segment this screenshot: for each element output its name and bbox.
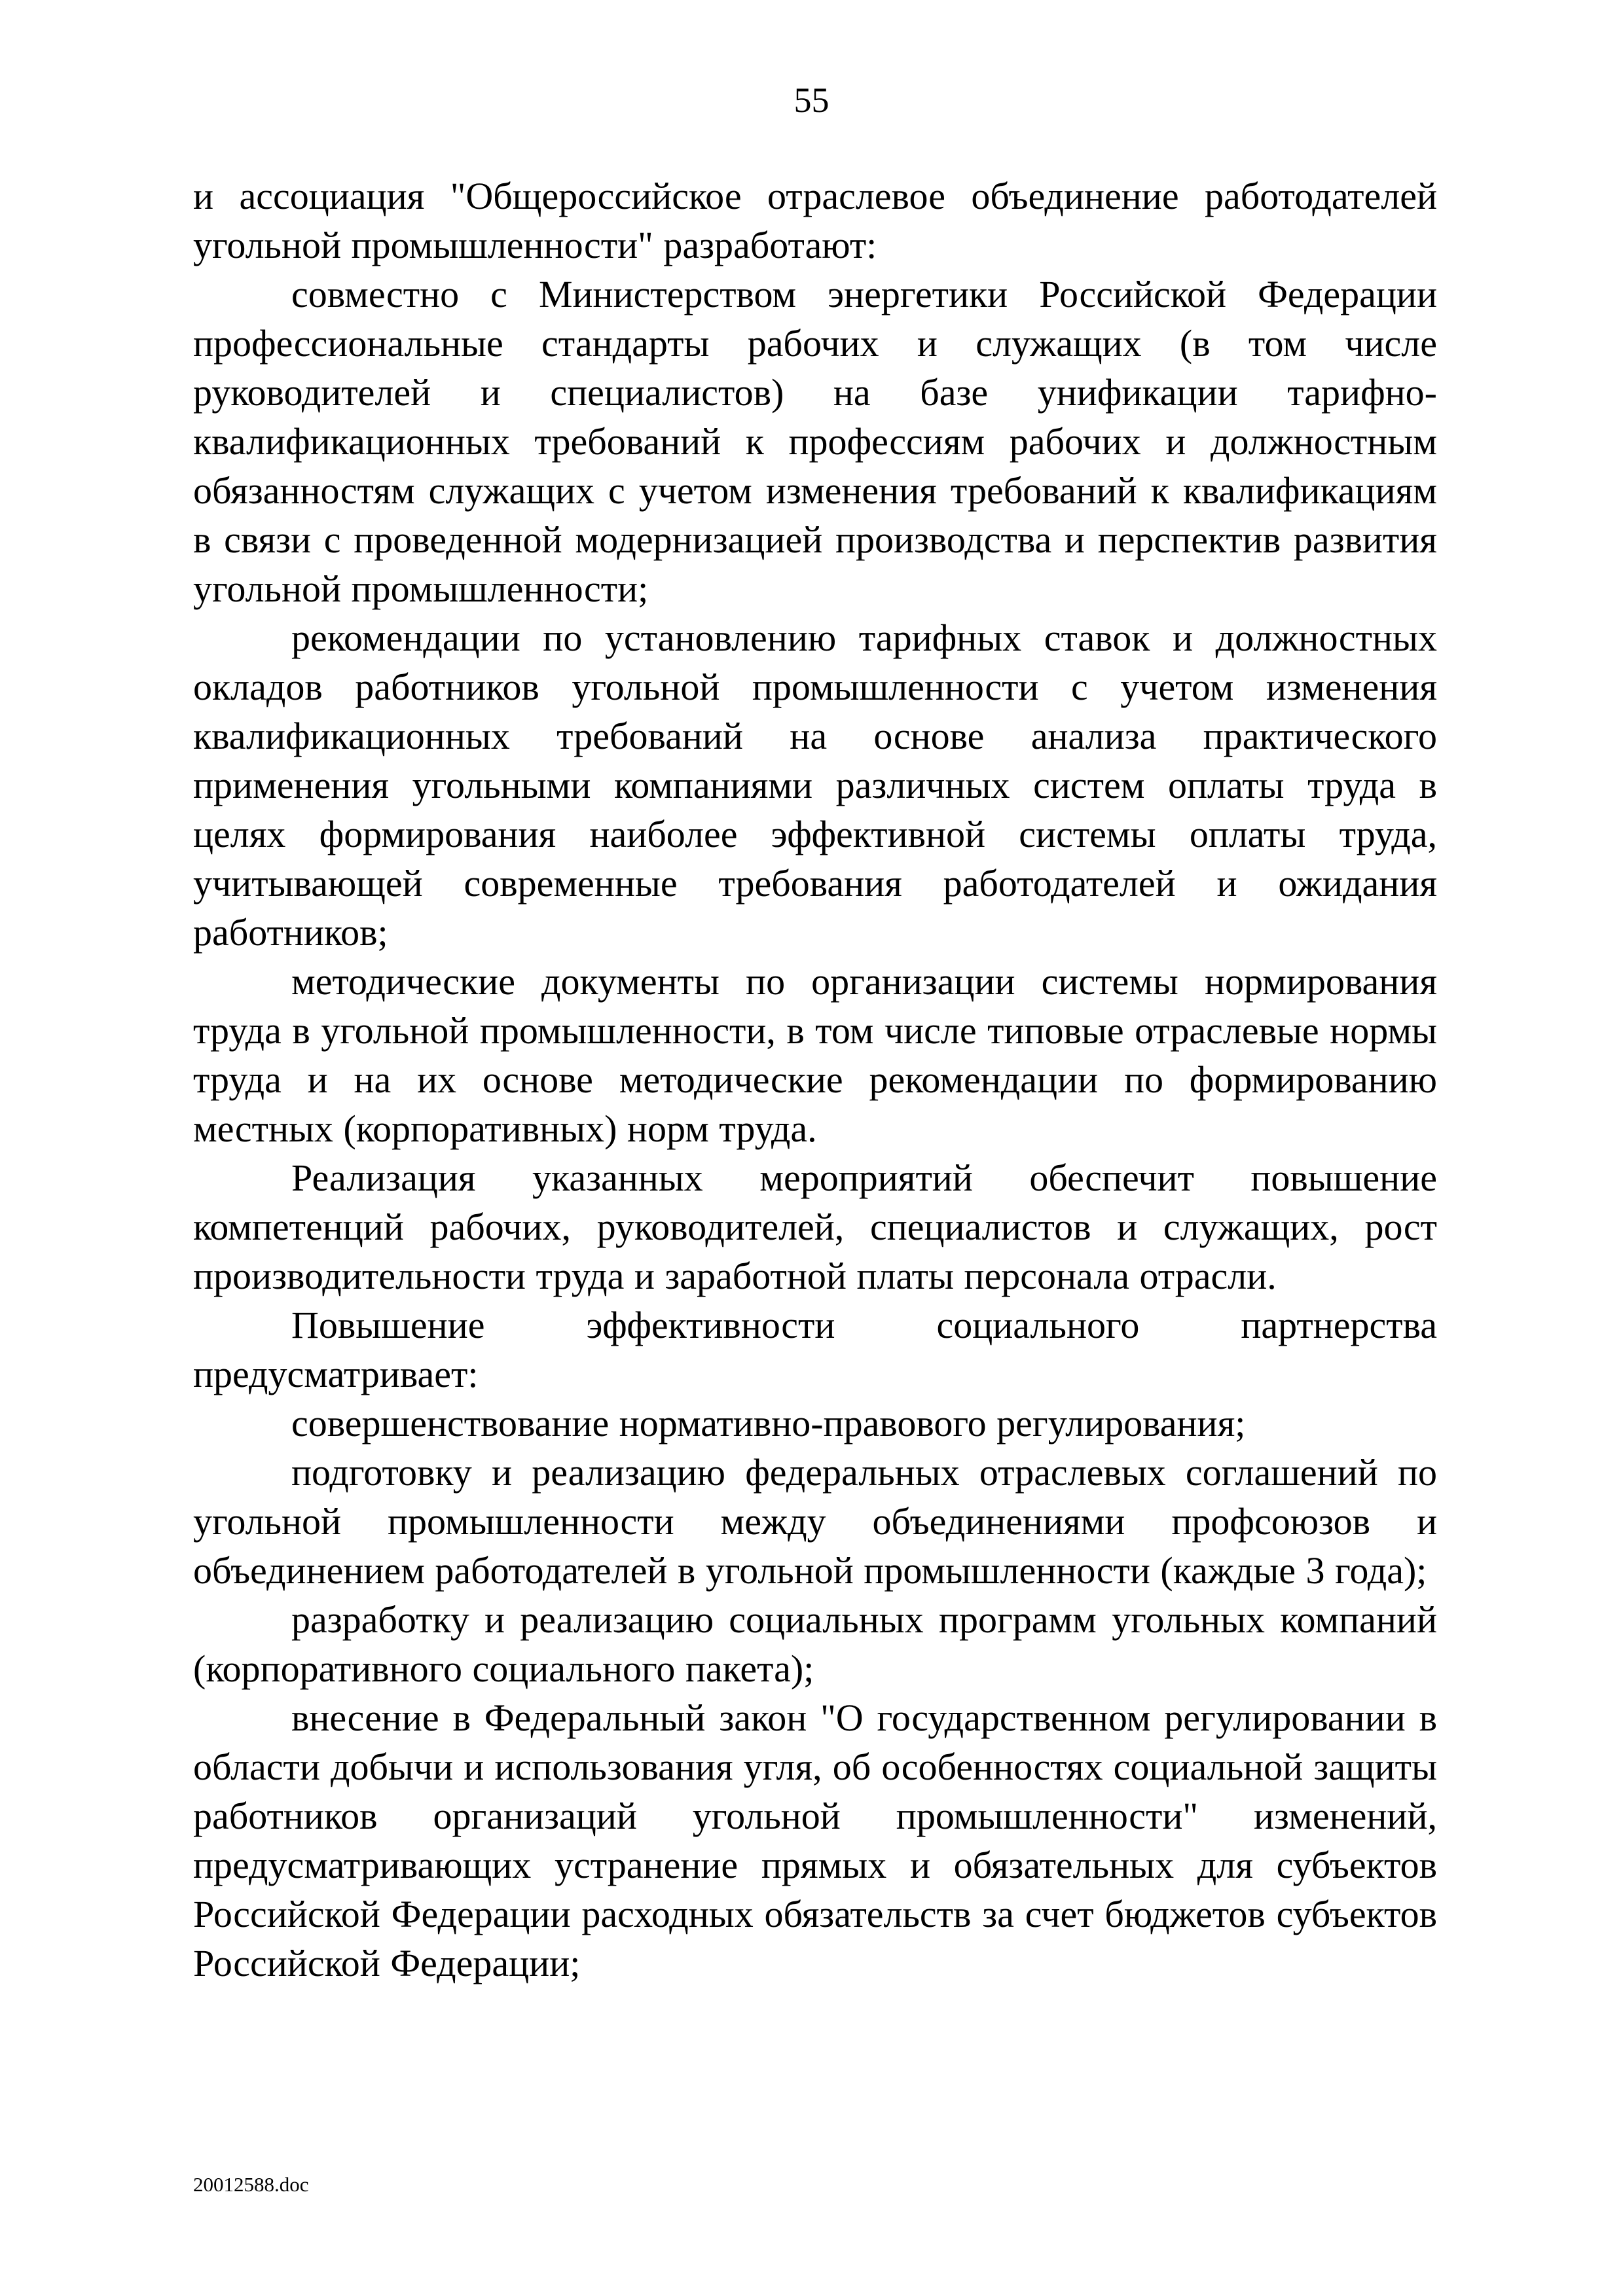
page-number: 55 (793, 81, 830, 120)
paragraph-9: разработку и реализацию социальных программ угольных компаний (корпоративного социального пакета); (193, 1598, 1437, 1690)
paragraph-6: Повышение эффективности социального партнерства предусматривает: (193, 1304, 1437, 1395)
paragraph-3: рекомендации по установлению тарифных ставок и должностных окладов работников угольной промышленности с учетом изменения квалификационных требований на основе анализа практического применения угольными компаниями различных систем оплаты труда в целях формирования наиболее эффективной системы оплаты труда, учитывающей современные требования работодателей и ожидания работников; (193, 617, 1437, 954)
footer-filename: 20012588.doc (193, 2173, 309, 2196)
paragraph-5: Реализация указанных мероприятий обеспечит повышение компетенций рабочих, руководителей, специалистов и служащих, рост производительности труда и заработной платы персонала отрасли. (193, 1157, 1437, 1297)
paragraph-2: совместно с Министерством энергетики Российской Федерации профессиональные стандарты рабочих и служащих (в том числе руководителей и специалистов) на базе унификации тарифно-квалификационных требований к профессиям рабочих и должностным обязанностям служащих с учетом изменения требований к квалификациям в связи с проведенной модернизацией производства и перспектив развития угольной промышленности; (193, 273, 1437, 610)
paragraph-4: методические документы по организации системы нормирования труда в угольной промышленности, в том числе типовые отраслевые нормы труда и на их основе методические рекомендации по формированию местных (корпоративных) норм труда. (193, 960, 1437, 1150)
paragraph-1: и ассоциация "Общероссийское отраслевое объединение работодателей угольной промышленности" разработают: (193, 175, 1437, 266)
paragraph-7: совершенствование нормативно-правового регулирования; (291, 1402, 1246, 1444)
paragraph-8: подготовку и реализацию федеральных отраслевых соглашений по угольной промышленности между объединениями профсоюзов и объединением работодателей в угольной промышленности (каждые 3 года); (193, 1451, 1437, 1592)
document-body (193, 171, 1437, 1988)
paragraph-10: внесение в Федеральный закон "О государственном регулировании в области добычи и использования угля, об особенностях социальной защиты работников организаций угольной промышленности" изменений, предусматривающих устранение прямых и обязательных для субъектов Российской Федерации расходных обязательств за счет бюджетов субъектов Российской Федерации; (193, 1696, 1437, 1984)
